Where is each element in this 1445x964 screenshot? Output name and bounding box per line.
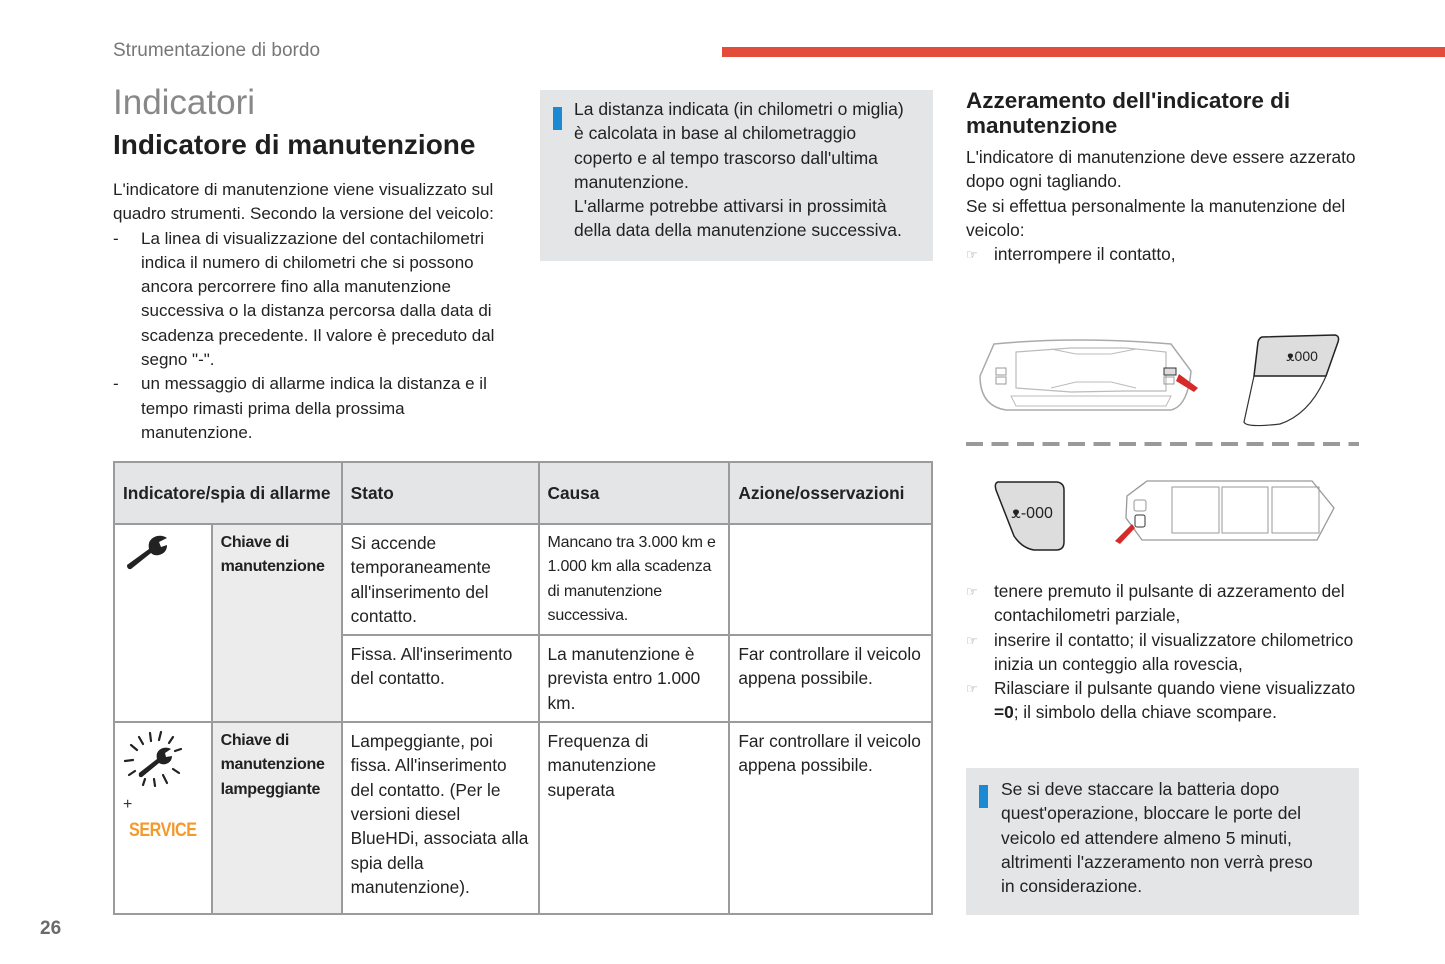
header-accent-bar [722,47,1445,57]
list-item-text: La linea di visualizzazione del contachilometri indica il numero di chilometri che si possono ancora percorrere fino alla manutenzione successiva o la distanza percorsa dalla data di scadenza precedente. Il valore è preceduto dal segno "-". [141,228,495,370]
indicator-icon-cell [114,722,212,914]
info-box-distance [540,90,933,261]
step-item [966,628,1366,677]
pointing-hand-icon: ☞ [966,632,978,648]
odometer-value: ᴥ000 [1286,348,1318,364]
list-item [113,372,518,445]
info-line: La distanza indicata (in chilometri o miglia) [574,99,904,119]
step-item [966,676,1366,725]
info-icon [553,107,562,130]
reset-intro-line: L'indicatore di manutenzione deve essere azzerato dopo ogni tagliando. [966,147,1356,192]
running-header: Strumentazione di bordo [113,40,321,61]
step-text: inserire il contatto; il visualizzatore chilometrico inizia un conteggio alla rovescia, [994,629,1354,674]
dash-marker: - [113,228,119,248]
info-line: manutenzione. [574,171,689,192]
table-row [114,524,932,635]
odometer-display-bottom [992,480,1067,552]
step-text-bold: =0 [994,702,1014,723]
cell-stato: Lampeggiante, poi fissa. All'inserimento del contatto. (Per le versioni diesel BlueHDi, associata alla spia della manutenzione). [342,722,539,914]
reset-intro-line: Se si effettua personalmente la manutenzione del veicolo: [966,195,1346,240]
page-title: Indicatore di manutenzione [113,129,476,160]
cell-stato: Fissa. All'inserimento del contatto. [342,635,539,722]
dashed-divider [966,442,1359,446]
cell-causa: La manutenzione è prevista entro 1.000 km. [539,635,730,722]
pointing-hand-icon: ☞ [966,681,978,697]
service-indicator-label: SERVICE [128,819,197,841]
info-line: Se si deve staccare la batteria dopo [1001,779,1280,799]
info-line: veicolo ed attendere almeno 5 minuti, [1001,827,1292,848]
info-line: della data della manutenzione successiva. [574,220,902,241]
reset-section-title: Azzeramento dell'indicatore di manutenzione [966,88,1291,138]
cell-azione: Far controllare il veicolo appena possibile. [729,722,932,914]
list-item-text: un messaggio di allarme indica la distanza e il tempo rimasti prima della prossima manutenzione. [141,374,487,442]
list-item [113,227,518,373]
reset-intro [966,145,1361,266]
table-row [114,722,932,914]
info-line: L'allarme potrebbe attivarsi in prossimità [574,196,887,217]
info-box-text [574,97,934,243]
indicator-name: Chiave di manutenzione lampeggiante [212,722,342,914]
intro-text [113,178,518,445]
table-header-row [114,462,932,524]
info-line: altrimenti l'azzeramento non verrà preso [1001,851,1313,872]
info-line: è calcolata in base al chilometraggio [574,123,857,144]
step-text: interrompere il contatto, [994,244,1176,265]
odometer-display-top [1240,332,1345,430]
indicator-icon-cell [114,524,212,722]
header-indicator: Indicatore/spia di allarme [114,462,342,524]
cell-causa: Frequenza di manutenzione superata [539,722,730,914]
step-text: Rilasciare il pulsante quando viene visualizzato [994,678,1356,699]
info-box-text [1001,777,1356,898]
intro-paragraph: L'indicatore di manutenzione viene visualizzato sul quadro strumenti. Secondo la versione del veicolo: [113,180,494,224]
header-azione: Azione/osservazioni [729,462,932,524]
instrument-cluster-illustration-1 [976,336,1206,416]
maintenance-indicator-table [113,461,933,915]
info-line: quest'operazione, bloccare le porte del [1001,803,1302,824]
step-item [966,242,1361,266]
info-icon [979,785,988,808]
info-line: coperto e al tempo trascorso dall'ultima [574,147,878,168]
dash-marker: - [113,374,119,394]
pointing-hand-icon: ☞ [966,584,978,599]
section-title: Indicatori [113,83,256,122]
step-text: ; il simbolo della chiave scompare. [1013,702,1277,723]
wrench-icon [123,531,171,571]
cell-azione: Far controllare il veicolo appena possibile. [729,635,932,722]
cell-causa: Mancano tra 3.000 km e 1.000 km alla scadenza di manutenzione successiva. [539,524,730,635]
info-line: in considerazione. [1001,876,1143,897]
instrument-cluster-illustration-2 [1112,478,1337,546]
step-item [966,579,1366,628]
reset-steps [966,579,1366,725]
cell-stato: Si accende temporaneamente all'inserimento del contatto. [342,524,539,635]
flashing-wrench-icon [123,729,187,787]
info-box-battery [966,768,1359,915]
step-text: tenere premuto il pulsante di azzeramento del contachilometri parziale, [994,581,1345,626]
cell-azione [729,524,932,635]
header-stato: Stato [342,462,539,524]
indicator-name: Chiave di manutenzione [212,524,342,722]
header-causa: Causa [539,462,730,524]
page-number: 26 [40,918,62,939]
svg-text:ᴥ-000: ᴥ-000 [1011,505,1053,522]
plus-sign: + [123,796,133,814]
pointing-hand-icon: ☞ [966,247,978,263]
